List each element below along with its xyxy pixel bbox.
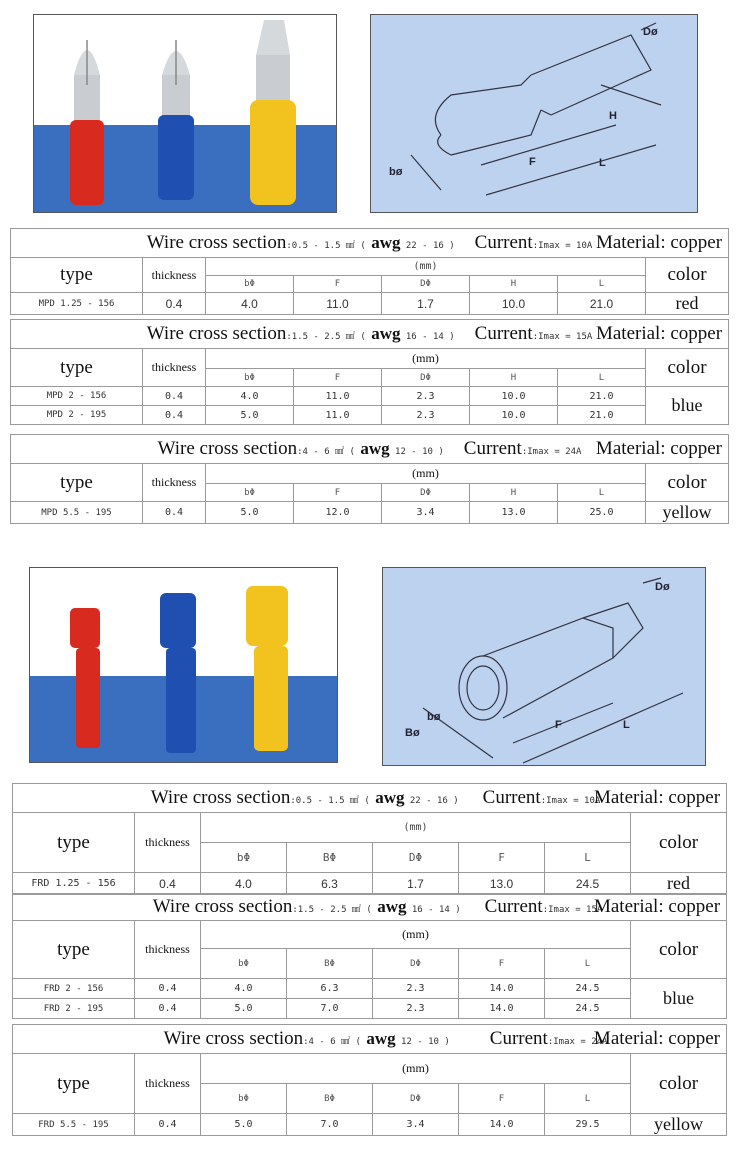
mm-header: (mm) [201, 813, 631, 843]
material-label: Material: copper [593, 896, 721, 917]
mm-header: (mm) [206, 464, 646, 484]
dim-header: bΦ [206, 369, 294, 387]
dim-header: DΦ [382, 484, 470, 502]
dim-header: F [459, 1084, 545, 1114]
table-row [13, 1114, 727, 1136]
dim-value: 1.7 [382, 293, 470, 315]
thickness-value: 0.4 [135, 999, 201, 1019]
dim-header: BΦ [287, 949, 373, 979]
color-header: color [646, 258, 729, 293]
label-f: F [555, 719, 562, 731]
dim-header: bΦ [206, 276, 294, 293]
dim-value: 21.0 [558, 387, 646, 406]
thickness-value: 0.4 [135, 979, 201, 999]
dim-value: 12.0 [294, 502, 382, 524]
dim-value: 24.5 [545, 873, 631, 895]
type-header: type [11, 349, 143, 387]
current-value: :Imax = 15A [542, 905, 603, 915]
type-header: type [13, 921, 135, 979]
wire-range: :0.5 - 1.5 ㎟ ( [286, 241, 372, 251]
dim-header: BΦ [287, 843, 373, 873]
dim-header: bΦ [206, 484, 294, 502]
type-value: FRD 2 - 156 [13, 979, 135, 999]
dim-value: 24.5 [545, 979, 631, 999]
dim-value: 10.0 [470, 293, 558, 315]
type-value: FRD 2 - 195 [13, 999, 135, 1019]
awg-label: awg [375, 788, 405, 807]
current-value: :Imax = 24A [521, 447, 582, 457]
dim-header: bΦ [201, 949, 287, 979]
thickness-header: thickness [135, 1054, 201, 1114]
wire-cross-section-label: Wire cross section [157, 438, 298, 459]
awg-range: 22 - 16 ) [400, 241, 455, 251]
color-value: yellow [631, 1114, 727, 1136]
spec-table-mpd2 [10, 319, 729, 425]
type-value: MPD 5.5 - 195 [11, 502, 143, 524]
current-value: :Imax = 15A [532, 332, 593, 342]
color-header: color [631, 813, 727, 873]
thickness-header: thickness [143, 464, 206, 502]
dim-value: 6.3 [287, 873, 373, 895]
dim-value: 5.0 [206, 502, 294, 524]
dim-value: 2.3 [382, 406, 470, 425]
dim-value: 13.0 [470, 502, 558, 524]
awg-range: 16 - 14 ) [406, 905, 461, 915]
current-label: Current [484, 896, 543, 917]
dim-header: F [459, 949, 545, 979]
color-value: red [631, 873, 727, 895]
dim-value: 5.0 [201, 999, 287, 1019]
spec-header [13, 784, 727, 813]
dim-value: 4.0 [201, 979, 287, 999]
label-B: Bø [405, 727, 420, 739]
dim-value: 11.0 [294, 406, 382, 425]
spec-table-mpd55 [10, 434, 729, 524]
wire-cross-section-label: Wire cross section [152, 896, 293, 917]
dim-header: L [558, 369, 646, 387]
wire-range: :4 - 6 ㎟ ( [297, 447, 361, 457]
dim-header: H [470, 484, 558, 502]
type-header: type [13, 813, 135, 873]
wire-range: :4 - 6 ㎟ ( [303, 1037, 367, 1047]
dim-value: 21.0 [558, 293, 646, 315]
dim-value: 29.5 [545, 1114, 631, 1136]
dim-header: L [558, 484, 646, 502]
dim-value: 7.0 [287, 999, 373, 1019]
color-value: blue [631, 979, 727, 1019]
female-terminal-drawing [382, 567, 706, 766]
awg-range: 22 - 16 ) [404, 796, 459, 806]
table-row [11, 406, 729, 425]
dim-header: H [470, 276, 558, 293]
dim-value: 11.0 [294, 293, 382, 315]
mm-header: (mm) [206, 349, 646, 369]
table-row [11, 387, 729, 406]
label-d-outer: Dø [655, 581, 670, 593]
thickness-header: thickness [135, 921, 201, 979]
dim-value: 25.0 [558, 502, 646, 524]
current-value: :Imax = 10A [540, 796, 601, 806]
table-row [13, 873, 727, 895]
current-label: Current [489, 1028, 548, 1049]
type-header: type [11, 464, 143, 502]
dim-header: DΦ [382, 276, 470, 293]
type-value: FRD 1.25 - 156 [13, 873, 135, 895]
dim-value: 14.0 [459, 1114, 545, 1136]
type-value: MPD 2 - 195 [11, 406, 143, 425]
dim-value: 5.0 [206, 406, 294, 425]
dim-value: 13.0 [459, 873, 545, 895]
dim-header: L [545, 949, 631, 979]
dim-value: 24.5 [545, 999, 631, 1019]
dim-header: BΦ [287, 1084, 373, 1114]
table-row [11, 293, 729, 315]
spec-table-mpd125 [10, 228, 729, 315]
material-label: Material: copper [595, 438, 723, 459]
label-b: bø [389, 166, 403, 178]
wire-cross-section-label: Wire cross section [146, 232, 287, 253]
dim-header: DΦ [382, 369, 470, 387]
type-header: type [11, 258, 143, 293]
material-label: Material: copper [593, 787, 721, 808]
awg-label: awg [366, 1029, 396, 1048]
awg-label: awg [371, 324, 401, 343]
label-l: L [599, 157, 606, 169]
wire-range: :1.5 - 2.5 ㎟ ( [292, 905, 378, 915]
dim-value: 11.0 [294, 387, 382, 406]
dim-header: DΦ [373, 843, 459, 873]
dim-header: L [545, 843, 631, 873]
current-label: Current [463, 438, 522, 459]
awg-label: awg [371, 233, 401, 252]
male-terminal-drawing [370, 14, 698, 213]
mm-header: (mm) [201, 921, 631, 949]
wire-range: :0.5 - 1.5 ㎟ ( [290, 796, 376, 806]
color-header: color [631, 921, 727, 979]
dim-header: H [470, 369, 558, 387]
current-label: Current [482, 787, 541, 808]
dim-value: 5.0 [201, 1114, 287, 1136]
dim-value: 2.3 [373, 999, 459, 1019]
spec-header [11, 229, 729, 258]
dim-header: L [558, 276, 646, 293]
dim-header: DΦ [373, 949, 459, 979]
awg-range: 12 - 10 ) [395, 1037, 450, 1047]
dim-value: 6.3 [287, 979, 373, 999]
type-value: FRD 5.5 - 195 [13, 1114, 135, 1136]
label-d-outer: Dø [643, 26, 658, 38]
dim-header: L [545, 1084, 631, 1114]
mm-header: (mm) [206, 258, 646, 276]
thickness-value: 0.4 [143, 293, 206, 315]
dim-value: 3.4 [373, 1114, 459, 1136]
spec-header [13, 894, 727, 921]
thickness-header: thickness [143, 258, 206, 293]
dim-value: 3.4 [382, 502, 470, 524]
material-label: Material: copper [593, 1028, 721, 1049]
male-terminal-photo [33, 14, 337, 213]
awg-label: awg [377, 897, 407, 916]
color-value: blue [646, 387, 729, 425]
dim-header: F [459, 843, 545, 873]
table-row [13, 979, 727, 999]
awg-range: 16 - 14 ) [400, 332, 455, 342]
wire-range: :1.5 - 2.5 ㎟ ( [286, 332, 372, 342]
label-f: F [529, 156, 536, 168]
dim-header: F [294, 276, 382, 293]
table-row [13, 999, 727, 1019]
label-h: H [609, 110, 617, 122]
awg-range: 12 - 10 ) [389, 447, 444, 457]
color-header: color [631, 1054, 727, 1114]
color-value: yellow [646, 502, 729, 524]
spec-table-frd2 [12, 893, 727, 1019]
material-label: Material: copper [595, 232, 723, 253]
spec-table-frd125 [12, 783, 727, 895]
female-terminal-photo [29, 567, 338, 763]
thickness-value: 0.4 [135, 1114, 201, 1136]
color-header: color [646, 349, 729, 387]
dim-header: F [294, 369, 382, 387]
dim-value: 2.3 [373, 979, 459, 999]
thickness-value: 0.4 [143, 406, 206, 425]
dim-value: 1.7 [373, 873, 459, 895]
current-value: :Imax = 10A [532, 241, 593, 251]
spec-table-frd55 [12, 1024, 727, 1136]
material-label: Material: copper [595, 323, 723, 344]
wire-cross-section-label: Wire cross section [146, 323, 287, 344]
dim-header: DΦ [373, 1084, 459, 1114]
wire-cross-section-label: Wire cross section [163, 1028, 304, 1049]
type-value: MPD 1.25 - 156 [11, 293, 143, 315]
dim-value: 14.0 [459, 999, 545, 1019]
dim-value: 7.0 [287, 1114, 373, 1136]
color-header: color [646, 464, 729, 502]
awg-label: awg [360, 439, 390, 458]
table-row [11, 502, 729, 524]
dim-value: 10.0 [470, 406, 558, 425]
current-label: Current [474, 232, 533, 253]
thickness-value: 0.4 [143, 502, 206, 524]
label-b: bø [427, 711, 441, 723]
type-header: type [13, 1054, 135, 1114]
current-label: Current [474, 323, 533, 344]
thickness-value: 0.4 [143, 387, 206, 406]
label-l: L [623, 719, 630, 731]
type-value: MPD 2 - 156 [11, 387, 143, 406]
spec-header [11, 435, 729, 464]
spec-header [11, 320, 729, 349]
thickness-header: thickness [135, 813, 201, 873]
dim-header: bΦ [201, 1084, 287, 1114]
wire-cross-section-label: Wire cross section [150, 787, 291, 808]
current-value: :Imax = 24A [547, 1037, 608, 1047]
spec-header [13, 1025, 727, 1054]
thickness-header: thickness [143, 349, 206, 387]
dim-header: bΦ [201, 843, 287, 873]
dim-value: 4.0 [201, 873, 287, 895]
color-value: red [646, 293, 729, 315]
thickness-value: 0.4 [135, 873, 201, 895]
dim-value: 10.0 [470, 387, 558, 406]
dim-value: 21.0 [558, 406, 646, 425]
dim-value: 4.0 [206, 293, 294, 315]
dim-value: 4.0 [206, 387, 294, 406]
mm-header: (mm) [201, 1054, 631, 1084]
dim-value: 2.3 [382, 387, 470, 406]
dim-header: F [294, 484, 382, 502]
dim-value: 14.0 [459, 979, 545, 999]
